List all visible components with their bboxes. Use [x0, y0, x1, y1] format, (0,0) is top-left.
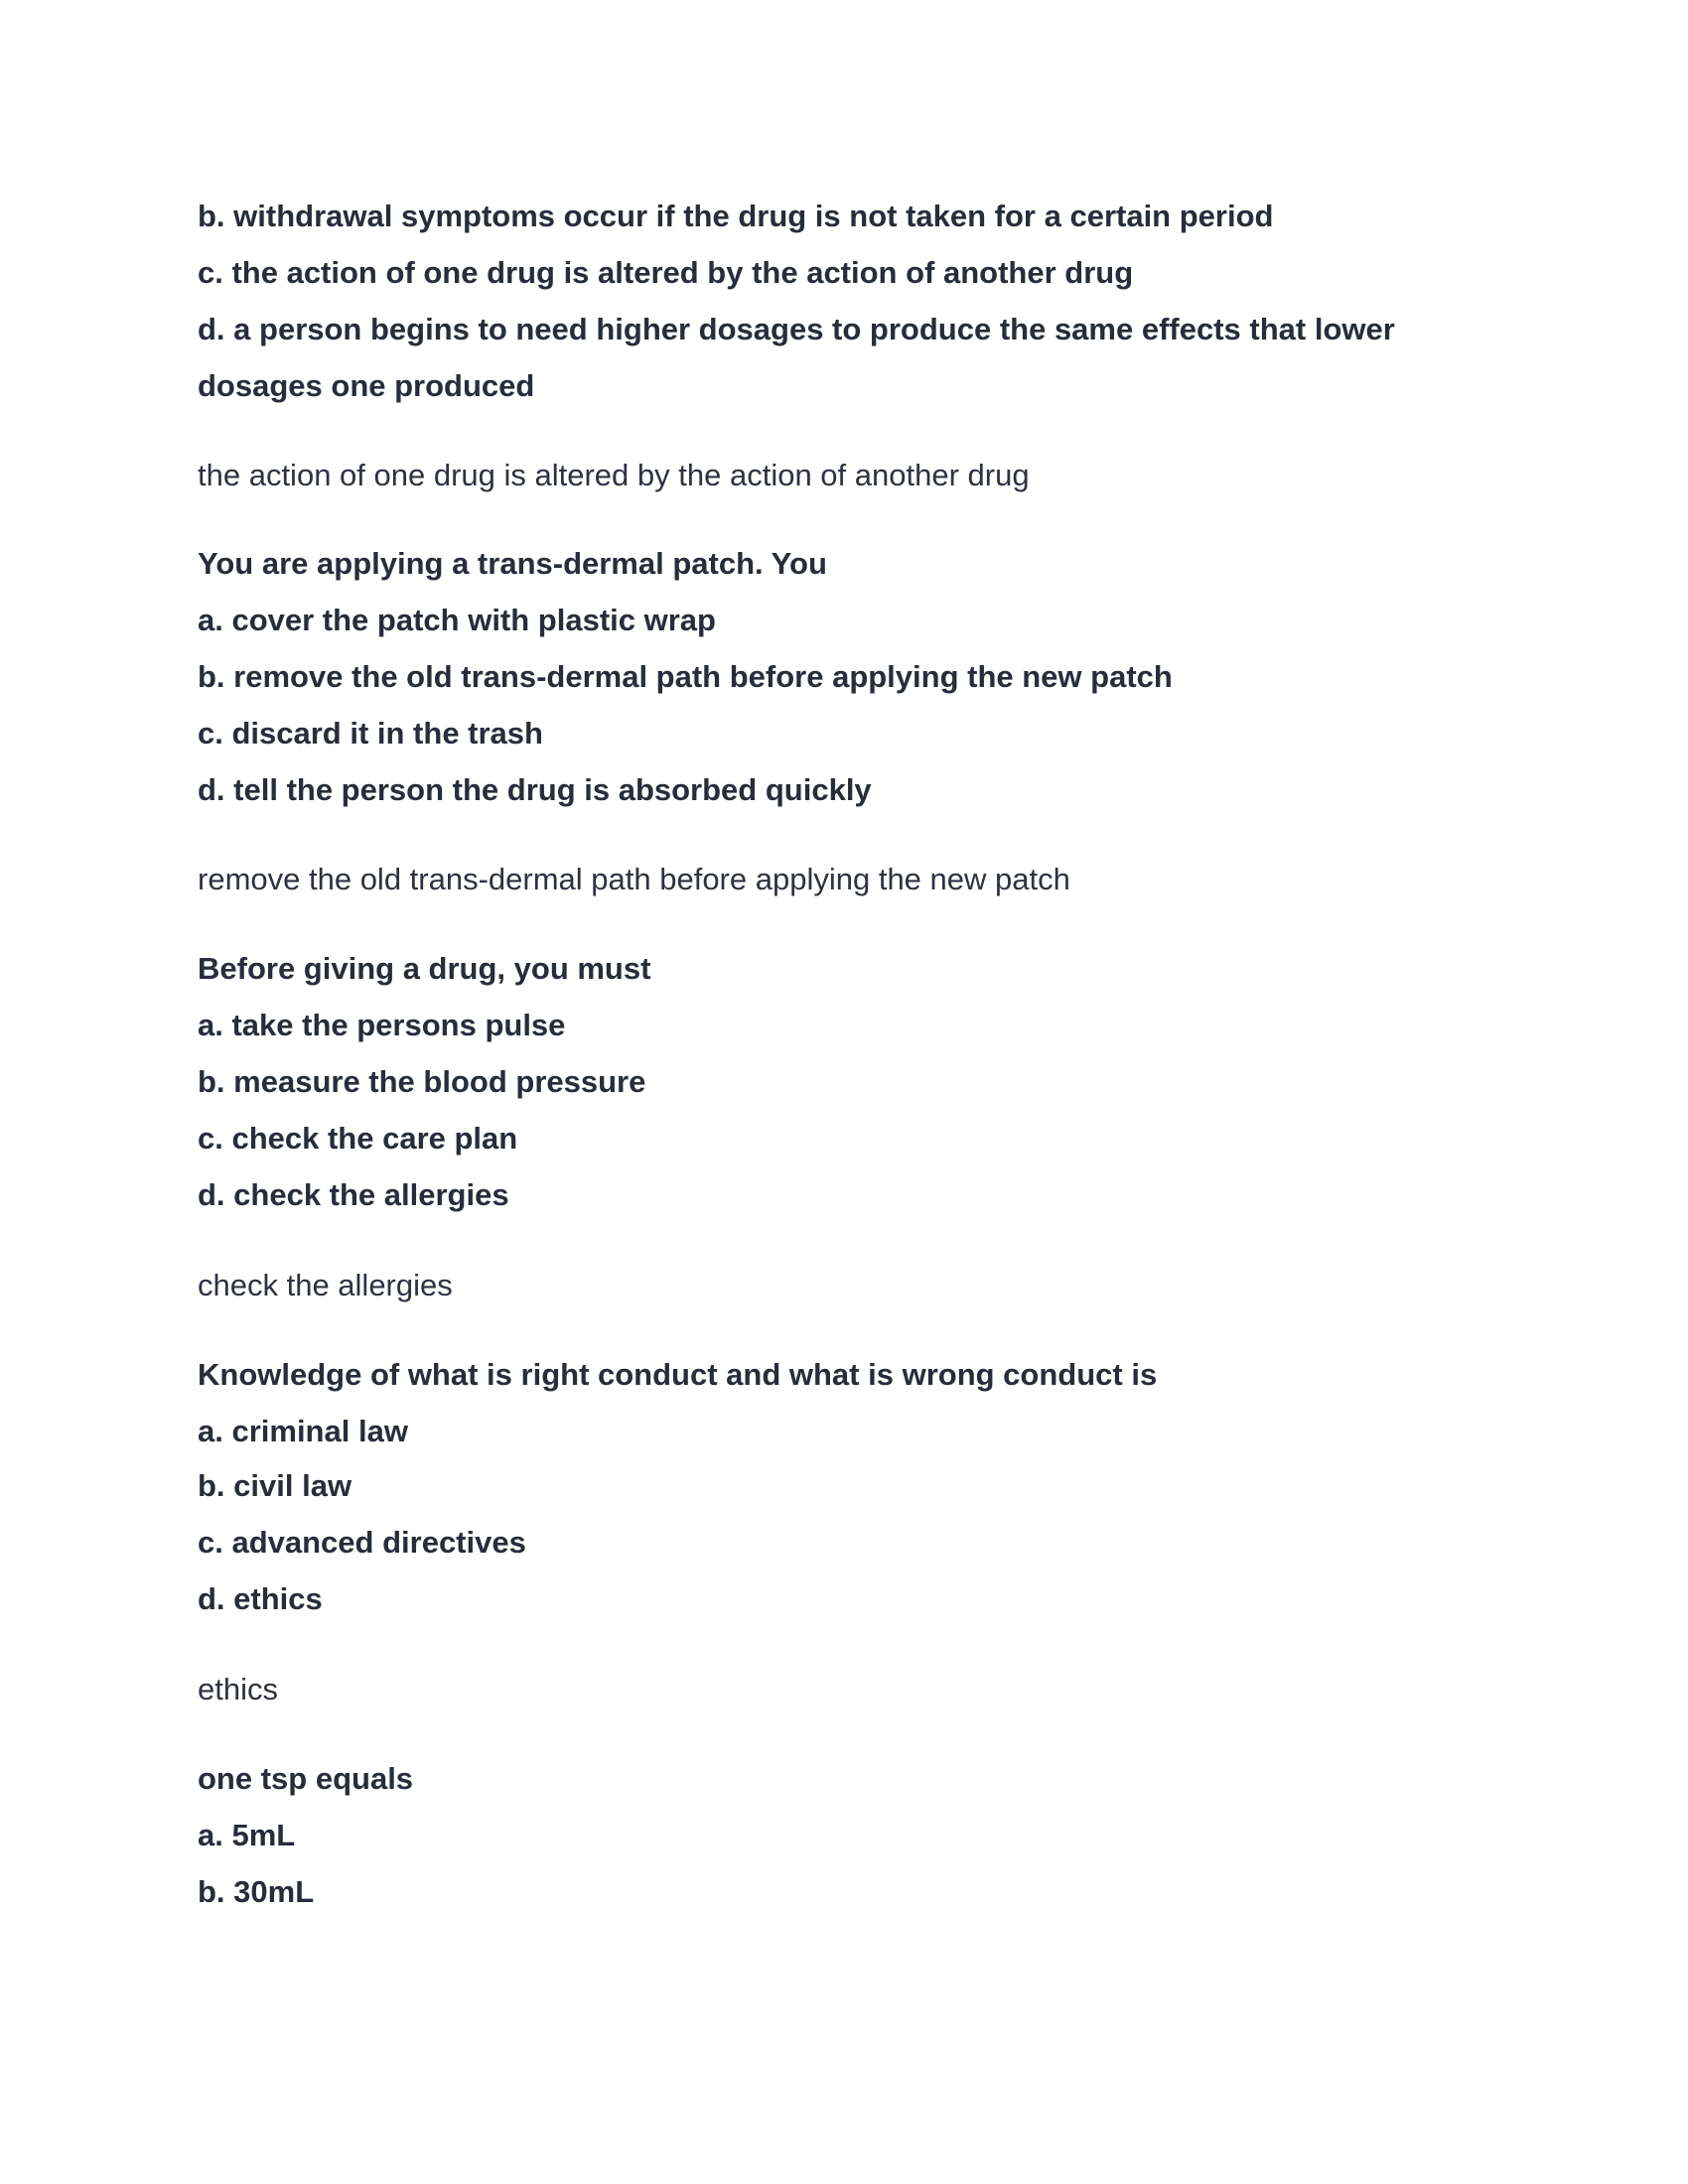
question-text: You are applying a trans-dermal patch. You: [198, 546, 827, 581]
option-text: d. ethics: [198, 1581, 323, 1616]
option-text: b. measure the blood pressure: [198, 1064, 646, 1099]
option-text: a. criminal law: [198, 1414, 408, 1448]
question-text: one tsp equals: [198, 1761, 414, 1796]
option-text: c. check the care plan: [198, 1121, 518, 1156]
option-text: a. cover the patch with plastic wrap: [198, 603, 716, 637]
answer-text: check the allergies: [198, 1268, 453, 1302]
option-text: c. discard it in the trash: [198, 716, 543, 751]
option-text: a. 5mL: [198, 1818, 296, 1852]
option-text: b. 30mL: [198, 1874, 315, 1909]
question-text: Before giving a drug, you must: [198, 951, 651, 986]
answer-text: ethics: [198, 1672, 278, 1706]
option-text: d. a person begins to need higher dosages to produce the same effects that lower: [198, 312, 1395, 346]
answer-text: the action of one drug is altered by the action of another drug: [198, 458, 1030, 492]
option-text: c. advanced directives: [198, 1525, 526, 1560]
option-text: a. take the persons pulse: [198, 1008, 566, 1042]
option-text: dosages one produced: [198, 368, 535, 403]
option-text: c. the action of one drug is altered by the action of another drug: [198, 255, 1134, 290]
option-text: b. civil law: [198, 1468, 352, 1503]
option-text: b. remove the old trans-dermal path before applying the new patch: [198, 659, 1173, 694]
answer-text: remove the old trans-dermal path before applying the new patch: [198, 862, 1070, 896]
question-text: Knowledge of what is right conduct and what is wrong conduct is: [198, 1357, 1158, 1392]
option-text: d. check the allergies: [198, 1177, 509, 1212]
option-text: d. tell the person the drug is absorbed quickly: [198, 772, 872, 807]
option-text: b. withdrawal symptoms occur if the drug is not taken for a certain period: [198, 199, 1274, 233]
